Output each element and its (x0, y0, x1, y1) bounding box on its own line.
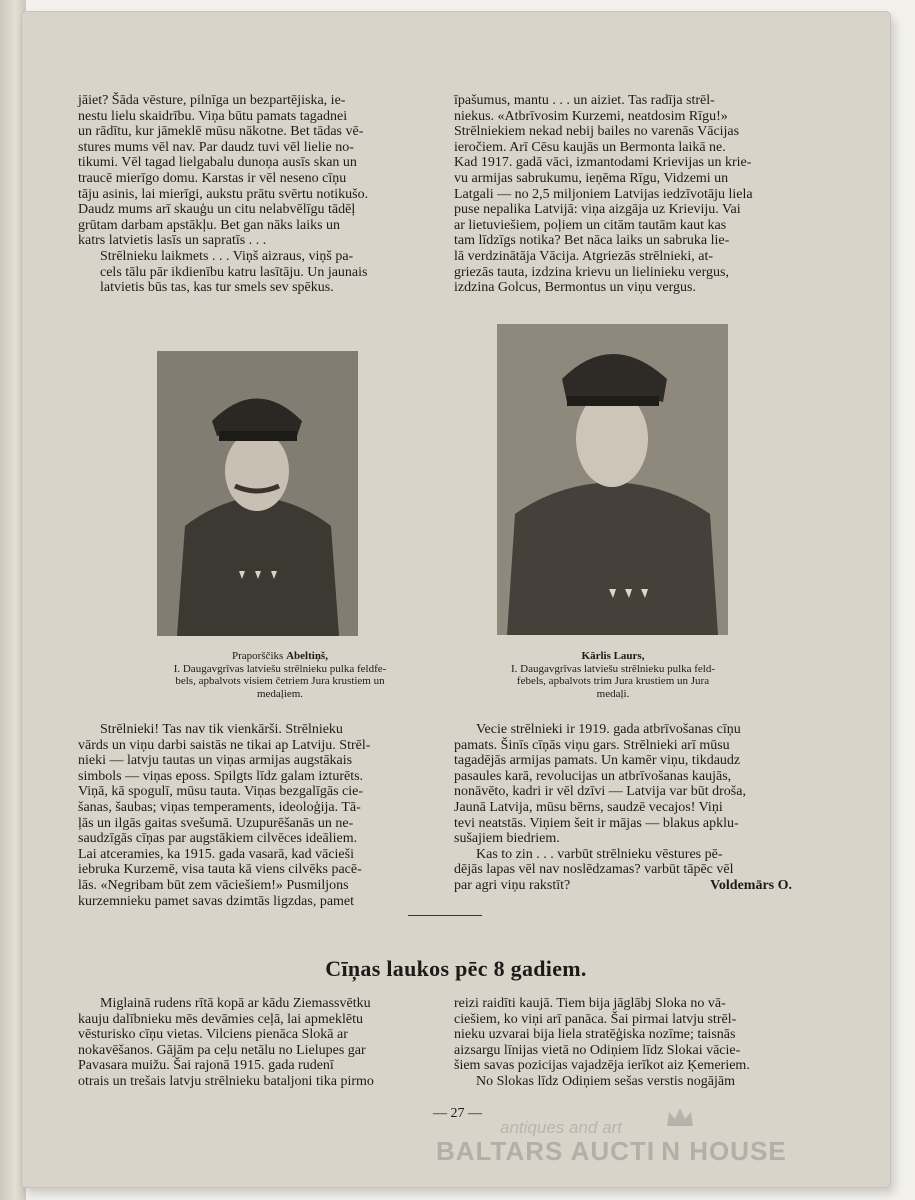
text-line: vārds un viņu darbi saistās ne tikai ap Latviju. Strēl- (78, 737, 371, 753)
text-line: tāju asinis, lai mierīgi, aukstu prātu svērtu notikušo. (78, 186, 369, 202)
caption-prefix: Praporščiks (232, 650, 287, 662)
text-line: ieročiem. Arī Cēsu kaujās un Bermonta laikā ne. (454, 139, 726, 155)
caption-line: I. Daugavgrīvas latviešu strēlnieku pulka feld- (510, 662, 716, 675)
bottom-left-column (78, 996, 438, 1090)
text-line: Viņā, kā spogulī, mūsu tauta. Viņas bezgalīgās cie- (78, 784, 363, 800)
caption-line: febels, apbalvots trim Jura krustiem un Jura (516, 675, 710, 687)
bottom-left-paragraph (78, 996, 438, 1090)
text-line: tam līdzīgs notika? Bet nāca laiks un sabruka lie- (454, 233, 730, 249)
text-line: otrais un trešais latvju strēlnieku bataljoni tika pirmo (78, 1073, 374, 1089)
text-line: ar lietuviešiem, poļiem un citām tautām kaut kas (454, 217, 727, 233)
text-line: dējās lapas vēl nav noslēdzamas? varbūt tāpēc vēl (454, 862, 734, 878)
text-line: iebruka Kurzemē, visa tauta kā viens cilvēks pacē- (78, 862, 362, 878)
text-line: ļās un ilgās gaitas svešumā. Uzupurēšanās un ne- (78, 815, 354, 831)
text-line: No Slokas līdz Odiņiem sešas verstis nogājām (476, 1073, 735, 1089)
text-line: Lai atceramies, ka 1915. gada vasarā, kad vācieši (78, 846, 354, 862)
text-line: par agri viņu rakstīt? Voldemārs O. (454, 877, 792, 893)
text-line: Pavasara muižu. Šai rajonā 1915. gada rudenī (78, 1058, 334, 1074)
text-line: latvietis būs tas, kas tur smels sev spēkus. (100, 280, 334, 296)
text-line: un rādītu, kur jāmeklē mūsu nākotne. Bet tādas vē- (78, 124, 364, 140)
top-right-column (454, 93, 806, 296)
text-line: ciešiem, ko viņi arī panāca. Šai pirmai latvju strēl- (454, 1011, 737, 1027)
text-line: Strēlniekiem nekad nebij bailes no varenās Vācijas (454, 124, 740, 140)
mid-right-paragraph-2 (454, 847, 806, 894)
text-line: Latgali — no 2,5 miljoniem Latvijas iedzīvotāju liela (454, 186, 753, 202)
text-line: Strēlnieki! Tas nav tik vienkārši. Strēlnieku (100, 722, 343, 737)
text-line: puse nepalika Latvijā: viņa aizgāja uz Krieviju. Vai (454, 202, 741, 218)
caption-line: medaļi. (596, 687, 630, 700)
author-signature: Voldemārs O. (710, 877, 792, 893)
text-line: aizsargu līnijas vietā no Odiņiem līdz Slokai vācie- (454, 1042, 741, 1058)
text-line: niekus. «Atbrīvosim Kurzemi, neatdosim Rīgu!» (454, 108, 728, 124)
text-line: Daudz mums arī skauģu un citu nelabvēlīgu tādēļ (78, 202, 356, 218)
caption-line: bels, apbalvots visiem četriem Jura krustiem un (175, 675, 385, 687)
text-line: Vecie strēlnieki ir 1919. gada atbrīvošanas cīņu (476, 722, 741, 737)
text-line: Kad 1917. gadā vāci, izmantodami Krievijas un krie- (454, 155, 752, 171)
text-line: nonāvēto, kadri ir vēl dzīvi — Latvija var būt droša, (454, 784, 746, 800)
text-line: traucē mierīgo domu. Karstas ir vēl neseno cīņu (78, 170, 347, 186)
text-line: simbols — viņas eposs. Spilgts līdz galam izturēts. (78, 768, 364, 784)
text-line: nieki — latvju tautas un viņas armijas augstākais (78, 753, 353, 769)
mid-left-column (78, 722, 430, 909)
top-left-paragraph-2 (78, 249, 430, 296)
section-divider (408, 915, 482, 916)
text-line: tagadējās armijas pamats. Un kamēr viņu, tikdaudz (454, 753, 741, 769)
bottom-right-column (454, 996, 806, 1090)
text-line: lā verdzinātāja Vācija. Atgriezās strēlnieki, at- (454, 248, 714, 264)
text-line: Strēlnieku laikmets . . . Viņš aizraus, viņš pa- (100, 248, 354, 264)
page-number: — 27 — (433, 1106, 482, 1121)
watermark-tagline: antiques and art (500, 1118, 622, 1137)
text-line: Jaunā Latvija, mūsu bērns, saudzē vecajos! Viņi (454, 799, 723, 815)
text-line: reizi raidīti kaujā. Tiem bija jāglābj Sloka no vā- (454, 996, 726, 1011)
text-line: nieku uzvarai bija liela stratēģiska nozīme; taisnās (454, 1027, 736, 1043)
portrait-photo-laurs (497, 324, 728, 635)
text-line: izdzina Golcus, Bermontus un viņu vergus. (454, 280, 696, 296)
text-line: jāiet? Šāda vēsture, pilnīga un bezpartējiska, ie- (78, 93, 346, 108)
text-line: pasaules karā, revolucijas un atbrīvošanas kaujās, (454, 768, 732, 784)
text-line: grūtam darbam apstākļu. Bet gan nāks laiks un (78, 217, 341, 233)
portrait-photo-abeltins (157, 351, 358, 636)
caption-laurs (473, 650, 753, 700)
text-line: kauju dalībnieku mēs devāmies ceļā, lai apmeklētu (78, 1011, 363, 1027)
text-line: stures mums vēl nav. Par daudz tuvi vēl lielie no- (78, 139, 354, 155)
top-left-column (78, 93, 430, 296)
top-right-paragraph (454, 93, 806, 296)
text-line: vēsturisko cīņu vietas. Vilciens pienāca Slokā ar (78, 1027, 348, 1043)
bottom-right-paragraph (454, 996, 806, 1090)
text-line: šiem savas pozicijas vajadzēja ierīkot aiz Ķemeriem. (454, 1058, 750, 1074)
text-line: īpašumus, mantu . . . un aiziet. Tas radīja strēl- (454, 93, 715, 108)
watermark-name: BALTARS AUCTI N HOUSE (436, 1136, 787, 1166)
caption-name: Kārlis Laurs, (581, 650, 645, 662)
text-line: vu armijas sabrukumu, ieņēma Rīgu, Vidzemi un (454, 170, 729, 186)
crown-logo-icon (665, 1106, 695, 1130)
text-line: tikumi. Vēl tagad lielgabalu dunoņa ausīs skan un (78, 155, 357, 171)
caption-line: I. Daugavgrīvas latviešu strēlnieku pulka feldfe- (173, 662, 387, 675)
text-line: nokavēšanos. Gājām pa ceļu netālu no Lielupes gar (78, 1042, 366, 1058)
text-line: cels tālu pār ikdienību katru lasītāju. Un jaunais (100, 264, 368, 280)
text-line: kurzemnieku pamet savas dzimtās ligzdas, pamet (78, 893, 355, 909)
text-line: sušajiem biedriem. (454, 831, 560, 847)
text-line: Miglainā rudens rītā kopā ar kādu Ziemassvētku (100, 996, 371, 1011)
text-line: griezās tauta, izdzina krievu un lielinieku vergus, (454, 264, 729, 280)
text-line: saudzīgās cīņas par augstākiem cilvēces ideāliem. (78, 831, 358, 847)
text-line: tevi neatstās. Viņiem šeit ir mājas — blakus apklu- (454, 815, 739, 831)
text-line: nestu lielu skaidrību. Viņa būtu pamats tagadnei (78, 108, 348, 124)
mid-right-column (454, 722, 806, 894)
caption-name: Abeltiņš, (286, 650, 328, 662)
text-line: katrs latvietis lasīs un sapratīs . . . (78, 233, 267, 249)
text-line: Kas to zin . . . varbūt strēlnieku vēstures pē- (476, 846, 723, 862)
text-line: šanas, šaubas; viņas temperaments, ideoloģija. Tā- (78, 799, 361, 815)
mid-left-paragraph (78, 722, 430, 909)
text-line: pamats. Šinīs cīņās viņu gars. Strēlnieki arī mūsu (454, 737, 730, 753)
text-line: lās. «Negribam būt zem vāciešiem!» Pusmiljons (78, 877, 349, 893)
mid-right-paragraph (454, 722, 806, 847)
caption-abeltins (150, 650, 410, 700)
caption-line: medaļiem. (256, 687, 304, 700)
top-left-paragraph (78, 93, 430, 249)
section-title: Cīņas laukos pēc 8 gadiem. (325, 956, 587, 981)
